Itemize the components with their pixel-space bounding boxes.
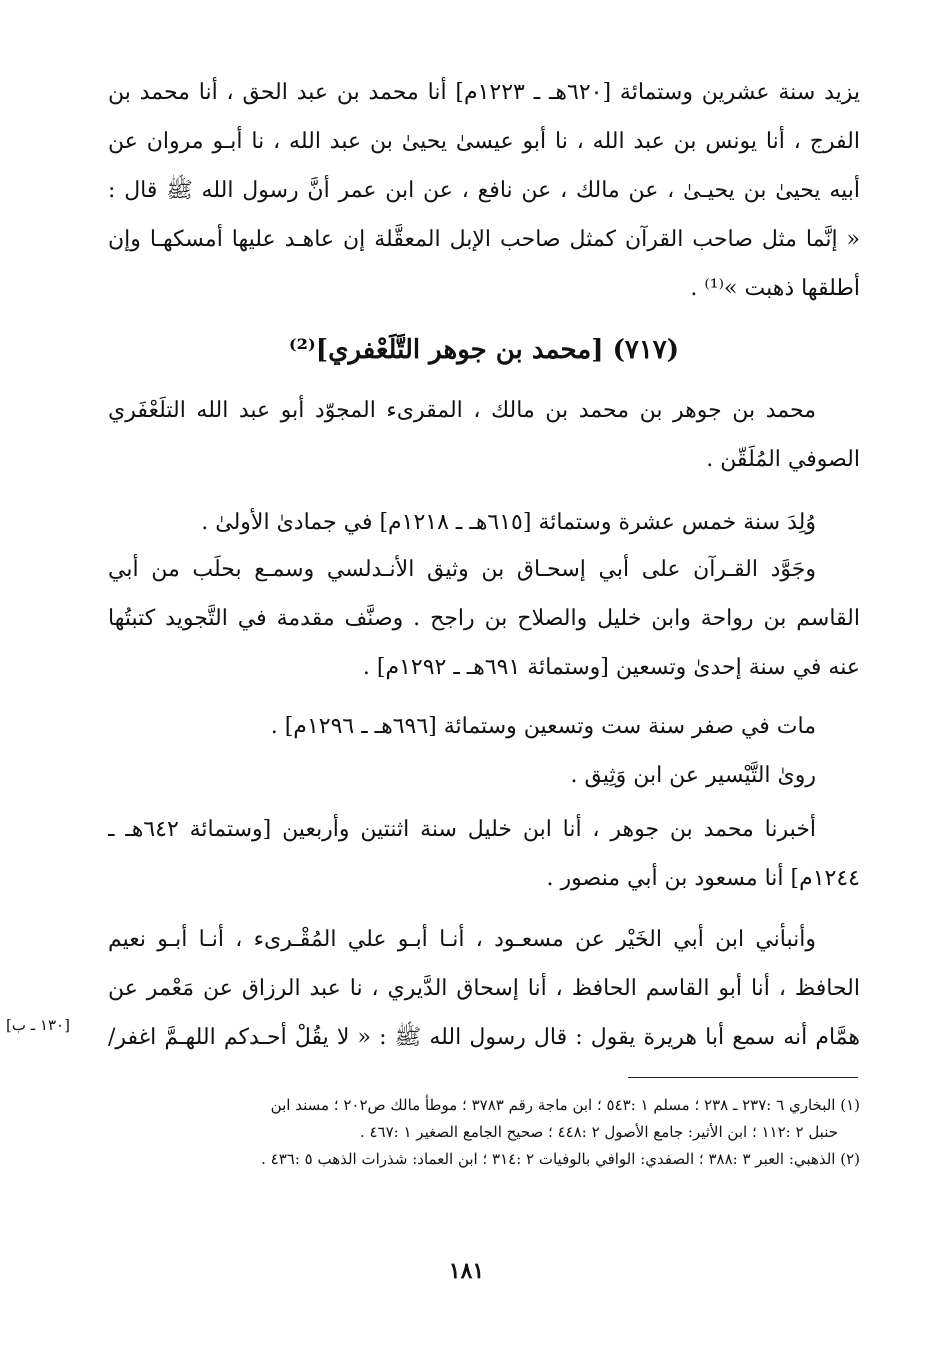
text-line: أخبرنا محمد بن جوهر ، أنا ابن خليل سنة اثنتين وأربعين [وستمائة ٦٤٢هـ ـ bbox=[108, 817, 816, 842]
text-line: وجَوَّد القـرآن على أبي إسحـاق بن وثيق الأنـدلسي وسمـع بحلَب من أبي bbox=[108, 557, 816, 582]
text-line: مات في صفر سنة ست وتسعين وستمائة [٦٩٦هـ ـ ١٢٩٦م] . bbox=[270, 714, 816, 739]
paragraph-hadith-chain bbox=[108, 68, 860, 313]
paragraph-study bbox=[108, 545, 860, 692]
paragraph-birth bbox=[108, 498, 860, 547]
text-line: وأنبأني ابن أبي الخَيْر عن مسعـود ، أنـا أبـو علي المُقْـرىء ، أنـا أبـو نعيم bbox=[108, 927, 816, 952]
manuscript-folio-marker: [١٣٠ ـ ب] bbox=[6, 1016, 70, 1034]
paragraph-name bbox=[108, 386, 860, 484]
paragraph-anba bbox=[108, 915, 860, 1062]
paragraph-akhbarana bbox=[108, 805, 860, 903]
text-line: أبيه يحيىٰ بن يحيـىٰ ، عن مالك ، عن نافع ، عن ابن عمر أنَّ رسول الله ﷺ قال : bbox=[108, 178, 860, 203]
footnote-line: حنبل ٢ :١١٢ ؛ ابن الأثير: جامع الأصول ٢ :٤٤٨ ؛ صحيح الجامع الصغير ١ :٤٦٧ . bbox=[359, 1123, 838, 1141]
text-line: الحافظ ، أنا أبو القاسم الحافظ ، أنا إسحاق الدَّيري ، نا عبد الرزاق عن مَعْمر عن bbox=[108, 976, 860, 1001]
text-line: يزيد سنة عشرين وستمائة [٦٢٠هـ ـ ١٢٢٣م] أنا محمد بن عبد الحق ، أنا محمد بن bbox=[108, 80, 860, 105]
text-line: وُلِدَ سنة خمس عشرة وستمائة [٦١٥هـ ـ ١٢١٨م] في جمادىٰ الأولىٰ . bbox=[201, 510, 816, 535]
text-line: روىٰ التَّيْسير عن ابن وَثِيق . bbox=[570, 763, 816, 788]
text-line: أطلقها ذهبت »⁽¹⁾ . bbox=[690, 276, 860, 301]
footnote-divider bbox=[628, 1077, 858, 1078]
text-line: الصوفي المُلَقّن . bbox=[706, 447, 860, 472]
text-line: القاسم بن رواحة وابن خليل والصلاح بن راجح . وصنَّف مقدمة في التَّجويد كتبتُها bbox=[108, 606, 860, 631]
page-number: ١٨١ bbox=[448, 1258, 485, 1284]
text-line: الفرج ، أنا يونس بن عبد الله ، نا أبو عيسىٰ يحيىٰ بن عبد الله ، نا أبـو مروان عن bbox=[108, 129, 860, 154]
paragraph-death bbox=[108, 702, 860, 800]
entry-heading: (٧١٧) [محمد بن جوهر التَّلَعْفري]⁽²⁾ bbox=[288, 335, 680, 365]
text-line: « إنَّما مثل صاحب القرآن كمثل صاحب الإبل المعقَّلة إن عاهـد عليها أمسكهـا وإن bbox=[108, 227, 860, 252]
text-line: عنه في سنة إحدىٰ وتسعين [وستمائة ٦٩١هـ ـ ١٢٩٢م] . bbox=[362, 655, 860, 680]
footnote-line: (١) البخاري ٦ :٢٣٧ ـ ٢٣٨ ؛ مسلم ١ :٥٤٣ ؛ ابن ماجة رقم ٣٧٨٣ ؛ موطأ مالك ص٢٠٢ ؛ مسند ابن bbox=[270, 1096, 860, 1114]
text-line: همَّام أنه سمع أبا هريرة يقول : قال رسول الله ﷺ : « لا يقُلْ أحـدكم اللهـمَّ اغفر/ bbox=[108, 1025, 860, 1050]
text-line: ١٢٤٤م] أنا مسعود بن أبي منصور . bbox=[546, 866, 860, 891]
text-line: محمد بن جوهر بن محمد بن مالك ، المقرىء المجوّد أبو عبد الله التلَعْفَري bbox=[108, 398, 816, 423]
footnotes bbox=[108, 1092, 860, 1173]
footnote-line: (٢) الذهبي: العبر ٣ :٣٨٨ ؛ الصفدي: الوافي بالوفيات ٢ :٣١٤ ؛ ابن العماد: شذرات الذهب ٥ :٤٣٦ . bbox=[261, 1150, 860, 1168]
